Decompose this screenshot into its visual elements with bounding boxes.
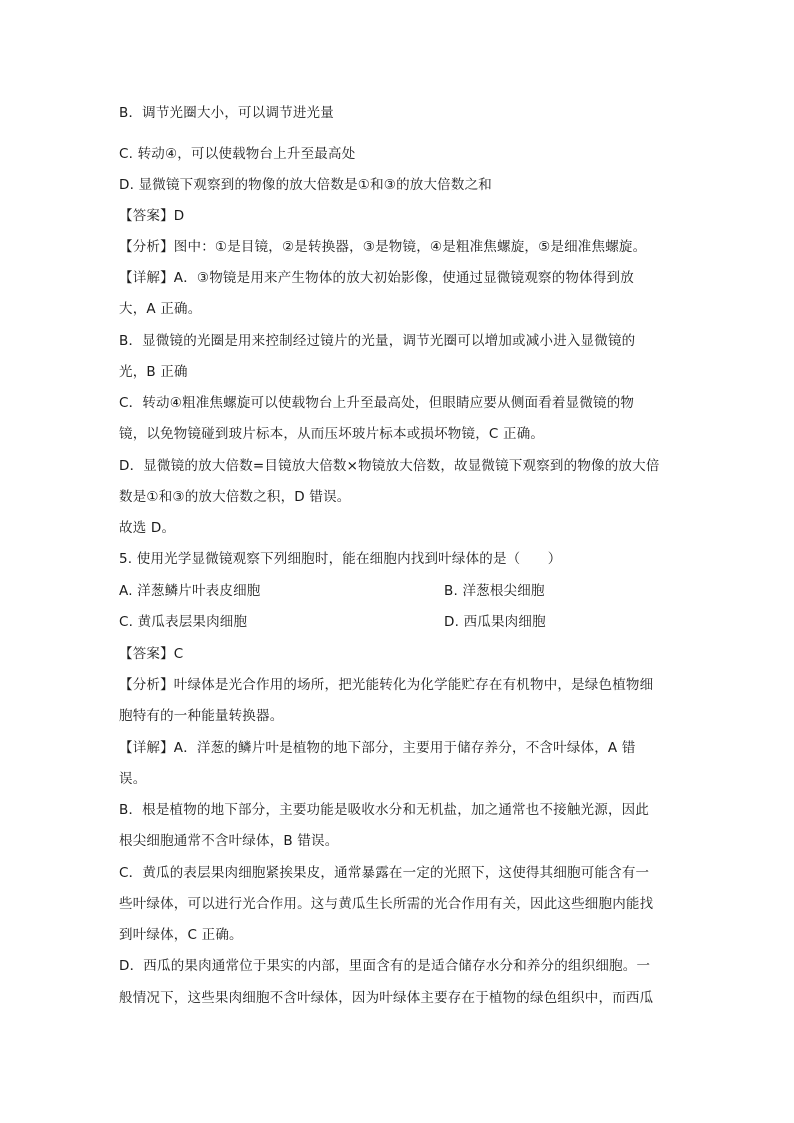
q5-option-c: C. 黄瓜表层果肉细胞 xyxy=(119,614,248,630)
q4-detail-c-line1: C．转动④粗准焦螺旋可以使载物台上升至最高处，但眼睛应要从侧面看着显微镜的物 xyxy=(119,395,635,411)
q4-detail-a-line2: 大，A 正确。 xyxy=(119,301,202,317)
q5-detail-c-line3: 到叶绿体，C 正确。 xyxy=(119,927,243,943)
q4-answer: 【答案】D xyxy=(119,208,185,224)
q4-detail-b-line2: 光，B 正确 xyxy=(119,364,188,380)
q5-analysis-line1: 【分析】叶绿体是光合作用的场所，把光能转化为化学能贮存在有机物中，是绿色植物细 xyxy=(119,677,654,693)
q5-detail-a-line1: 【详解】A．洋葱的鳞片叶是植物的地下部分，主要用于储存养分，不含叶绿体，A 错 xyxy=(119,740,636,756)
q5-detail-c-line2: 些叶绿体，可以进行光合作用。这与黄瓜生长所需的光合作用有关，因此这些细胞内能找 xyxy=(119,896,654,912)
q4-option-c: C. 转动④，可以使载物台上升至最高处 xyxy=(119,146,356,162)
q5-detail-d-line2: 般情况下，这些果肉细胞不含叶绿体，因为叶绿体主要存在于植物的绿色组织中，而西瓜 xyxy=(119,990,654,1006)
q4-detail-d-line2: 数是①和③的放大倍数之积，D 错误。 xyxy=(119,489,351,505)
q4-analysis: 【分析】图中：①是目镜，②是转换器，③是物镜，④是粗准焦螺旋，⑤是细准焦螺旋。 xyxy=(119,239,647,255)
q5-detail-c-line1: C．黄瓜的表层果肉细胞紧挨果皮，通常暴露在一定的光照下，这使得其细胞可能含有一 xyxy=(119,865,650,881)
q4-option-d: D. 显微镜下观察到的物像的放大倍数是①和③的放大倍数之和 xyxy=(119,177,492,193)
q5-option-d: D. 西瓜果肉细胞 xyxy=(444,614,546,630)
q5-stem: 5. 使用光学显微镜观察下列细胞时，能在细胞内找到叶绿体的是（ ） xyxy=(119,551,562,567)
q4-conclusion: 故选 D。 xyxy=(119,520,176,536)
q4-detail-b-line1: B．显微镜的光圈是用来控制经过镜片的光量，调节光圈可以增加或减小进入显微镜的 xyxy=(119,333,636,349)
q4-detail-d-line1: D．显微镜的放大倍数=目镜放大倍数×物镜放大倍数，故显微镜下观察到的物像的放大倍 xyxy=(119,458,660,474)
q5-detail-b-line1: B．根是植物的地下部分，主要功能是吸收水分和无机盐，加之通常也不接触光源，因此 xyxy=(119,802,650,818)
q4-option-b: B．调节光圈大小，可以调节进光量 xyxy=(119,105,334,121)
q5-option-a: A. 洋葱鳞片叶表皮细胞 xyxy=(119,583,261,599)
q5-analysis-line2: 胞特有的一种能量转换器。 xyxy=(119,708,284,724)
q5-option-b: B. 洋葱根尖细胞 xyxy=(444,583,545,599)
q5-detail-d-line1: D．西瓜的果肉通常位于果实的内部，里面含有的是适合储存水分和养分的组织细胞。一 xyxy=(119,958,651,974)
q5-detail-a-line2: 误。 xyxy=(119,771,147,787)
q5-answer: 【答案】C xyxy=(119,646,184,662)
q5-detail-b-line2: 根尖细胞通常不含叶绿体，B 错误。 xyxy=(119,833,339,849)
q4-detail-c-line2: 镜，以免物镜碰到玻片标本，从而压坏玻片标本或损坏物镜，C 正确。 xyxy=(119,426,545,442)
q4-detail-a-line1: 【详解】A．③物镜是用来产生物体的放大初始影像，使通过显微镜观察的物体得到放 xyxy=(119,270,634,286)
